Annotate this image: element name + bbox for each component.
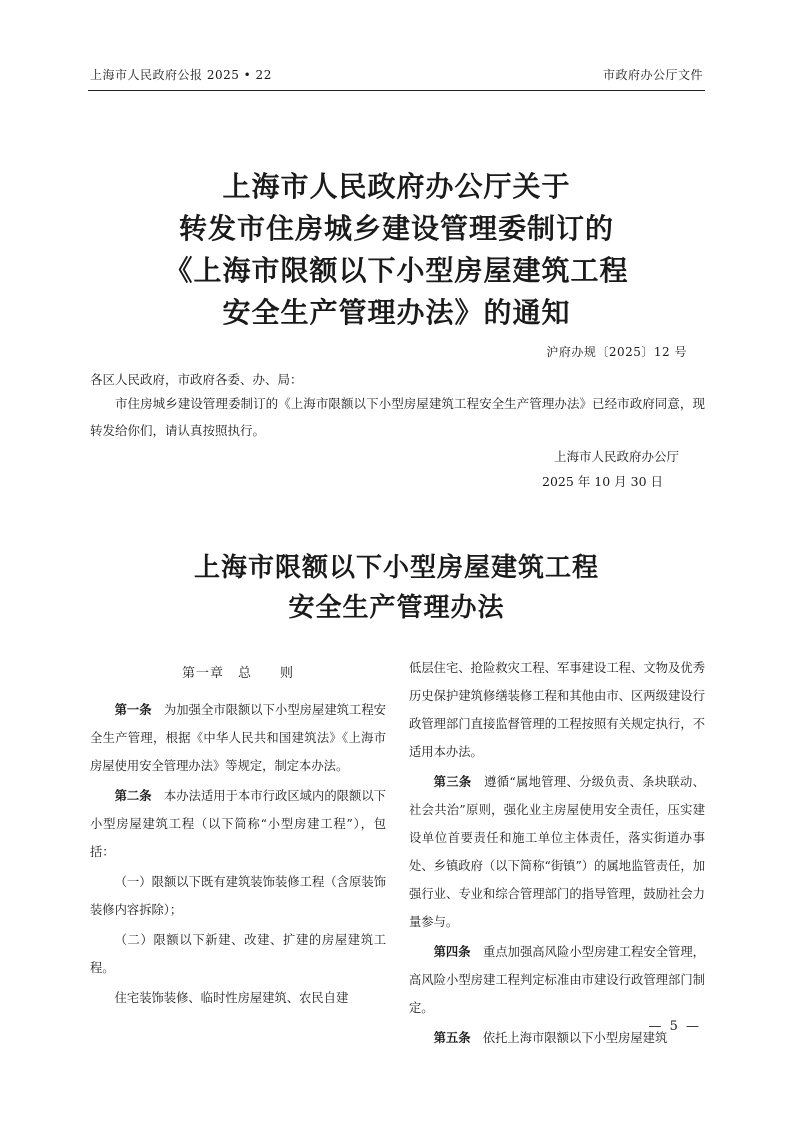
notice-title-line: 转发市住房城乡建设管理委制订的 [178,212,614,245]
running-header-left: 上海市人民政府公报 2025 • 22 [90,68,272,82]
measures-title-line: 安全生产管理办法 [288,593,505,623]
article-label: 第五条 [433,1030,471,1045]
paragraph-continuation: 低层住宅、抢险救灾工程、军事建设工程、文物及优秀历史保护建筑修缮装修工程和其他由市、区两级建设行政管理部门直接监督管理的工程按照有关规定执行，不适用本办法。 [409,661,705,759]
list-item: （二）限额以下新建、改建、扩建的房屋建筑工程。 [90,933,386,975]
measures-title [88,548,705,628]
notice-title-line: 《上海市限额以下小型房屋建筑工程 [164,254,629,287]
left-column [90,654,386,1012]
notice-title [88,166,705,334]
article-paragraph [90,696,386,780]
issue-date: 2025 年 10 月 30 日 [542,474,663,489]
notice-body: 市住房城乡建设管理委制订的《上海市限额以下小型房屋建筑工程安全生产管理办法》已经市政府同意，现转发给你们，请认真按照执行。 [90,396,705,438]
page-number: — 5 — [648,1019,701,1034]
right-column [409,654,705,1052]
issuer: 上海市人民政府办公厅 [553,449,679,464]
notice-title-line: 上海市人民政府办公厅关于 [222,170,571,203]
header-divider [88,90,705,91]
article-text: 重点加强高风险小型房建工程安全管理，高风险小型房建工程判定标准由市建设行政管理部门制定。 [409,945,705,1015]
article-text: 依托上海市限额以下小型房屋建筑 [482,1031,668,1045]
article-paragraph [409,938,705,1022]
article-text: 为加强全市限额以下小型房屋建筑工程安全生产管理，根据《中华人民共和国建筑法》《上海市房屋使用安全管理办法》等规定，制定本办法。 [90,703,386,773]
addressee: 各区人民政府，市政府各委、办、局： [90,372,303,387]
article-paragraph [409,768,705,936]
document-number: 沪府办规〔2025〕12 号 [546,345,687,359]
chapter-heading: 第一章 总 则 [181,666,294,681]
article-text: 遵循“属地管理、分级负责、条块联动、社会共治”原则，强化业主房屋使用安全责任，压实建设单位首要责任和施工单位主体责任，落实街道办事处、乡镇政府（以下简称“街镇”）的属地监管责任，加强行业、专业和综合管理部门的指导管理，鼓励社会力量参与。 [409,775,705,929]
notice-title-line: 安全生产管理办法》的通知 [222,296,571,329]
measures-title-line: 上海市限额以下小型房屋建筑工程 [193,553,599,583]
article-label: 第一条 [114,702,152,717]
article-paragraph [90,782,386,866]
paragraph: 住宅装饰装修、临时性房屋建筑、农民自建 [114,991,349,1005]
article-label: 第三条 [433,774,472,789]
article-label: 第四条 [433,944,471,959]
running-header-right: 市政府办公厅文件 [602,68,703,82]
article-label: 第二条 [114,788,152,803]
article-text: 本办法适用于本市行政区域内的限额以下小型房屋建筑工程（以下简称“小型房建工程”），包括： [90,789,386,859]
list-item: （一）限额以下既有建筑装饰装修工程（含原装饰装修内容拆除）； [90,875,386,917]
